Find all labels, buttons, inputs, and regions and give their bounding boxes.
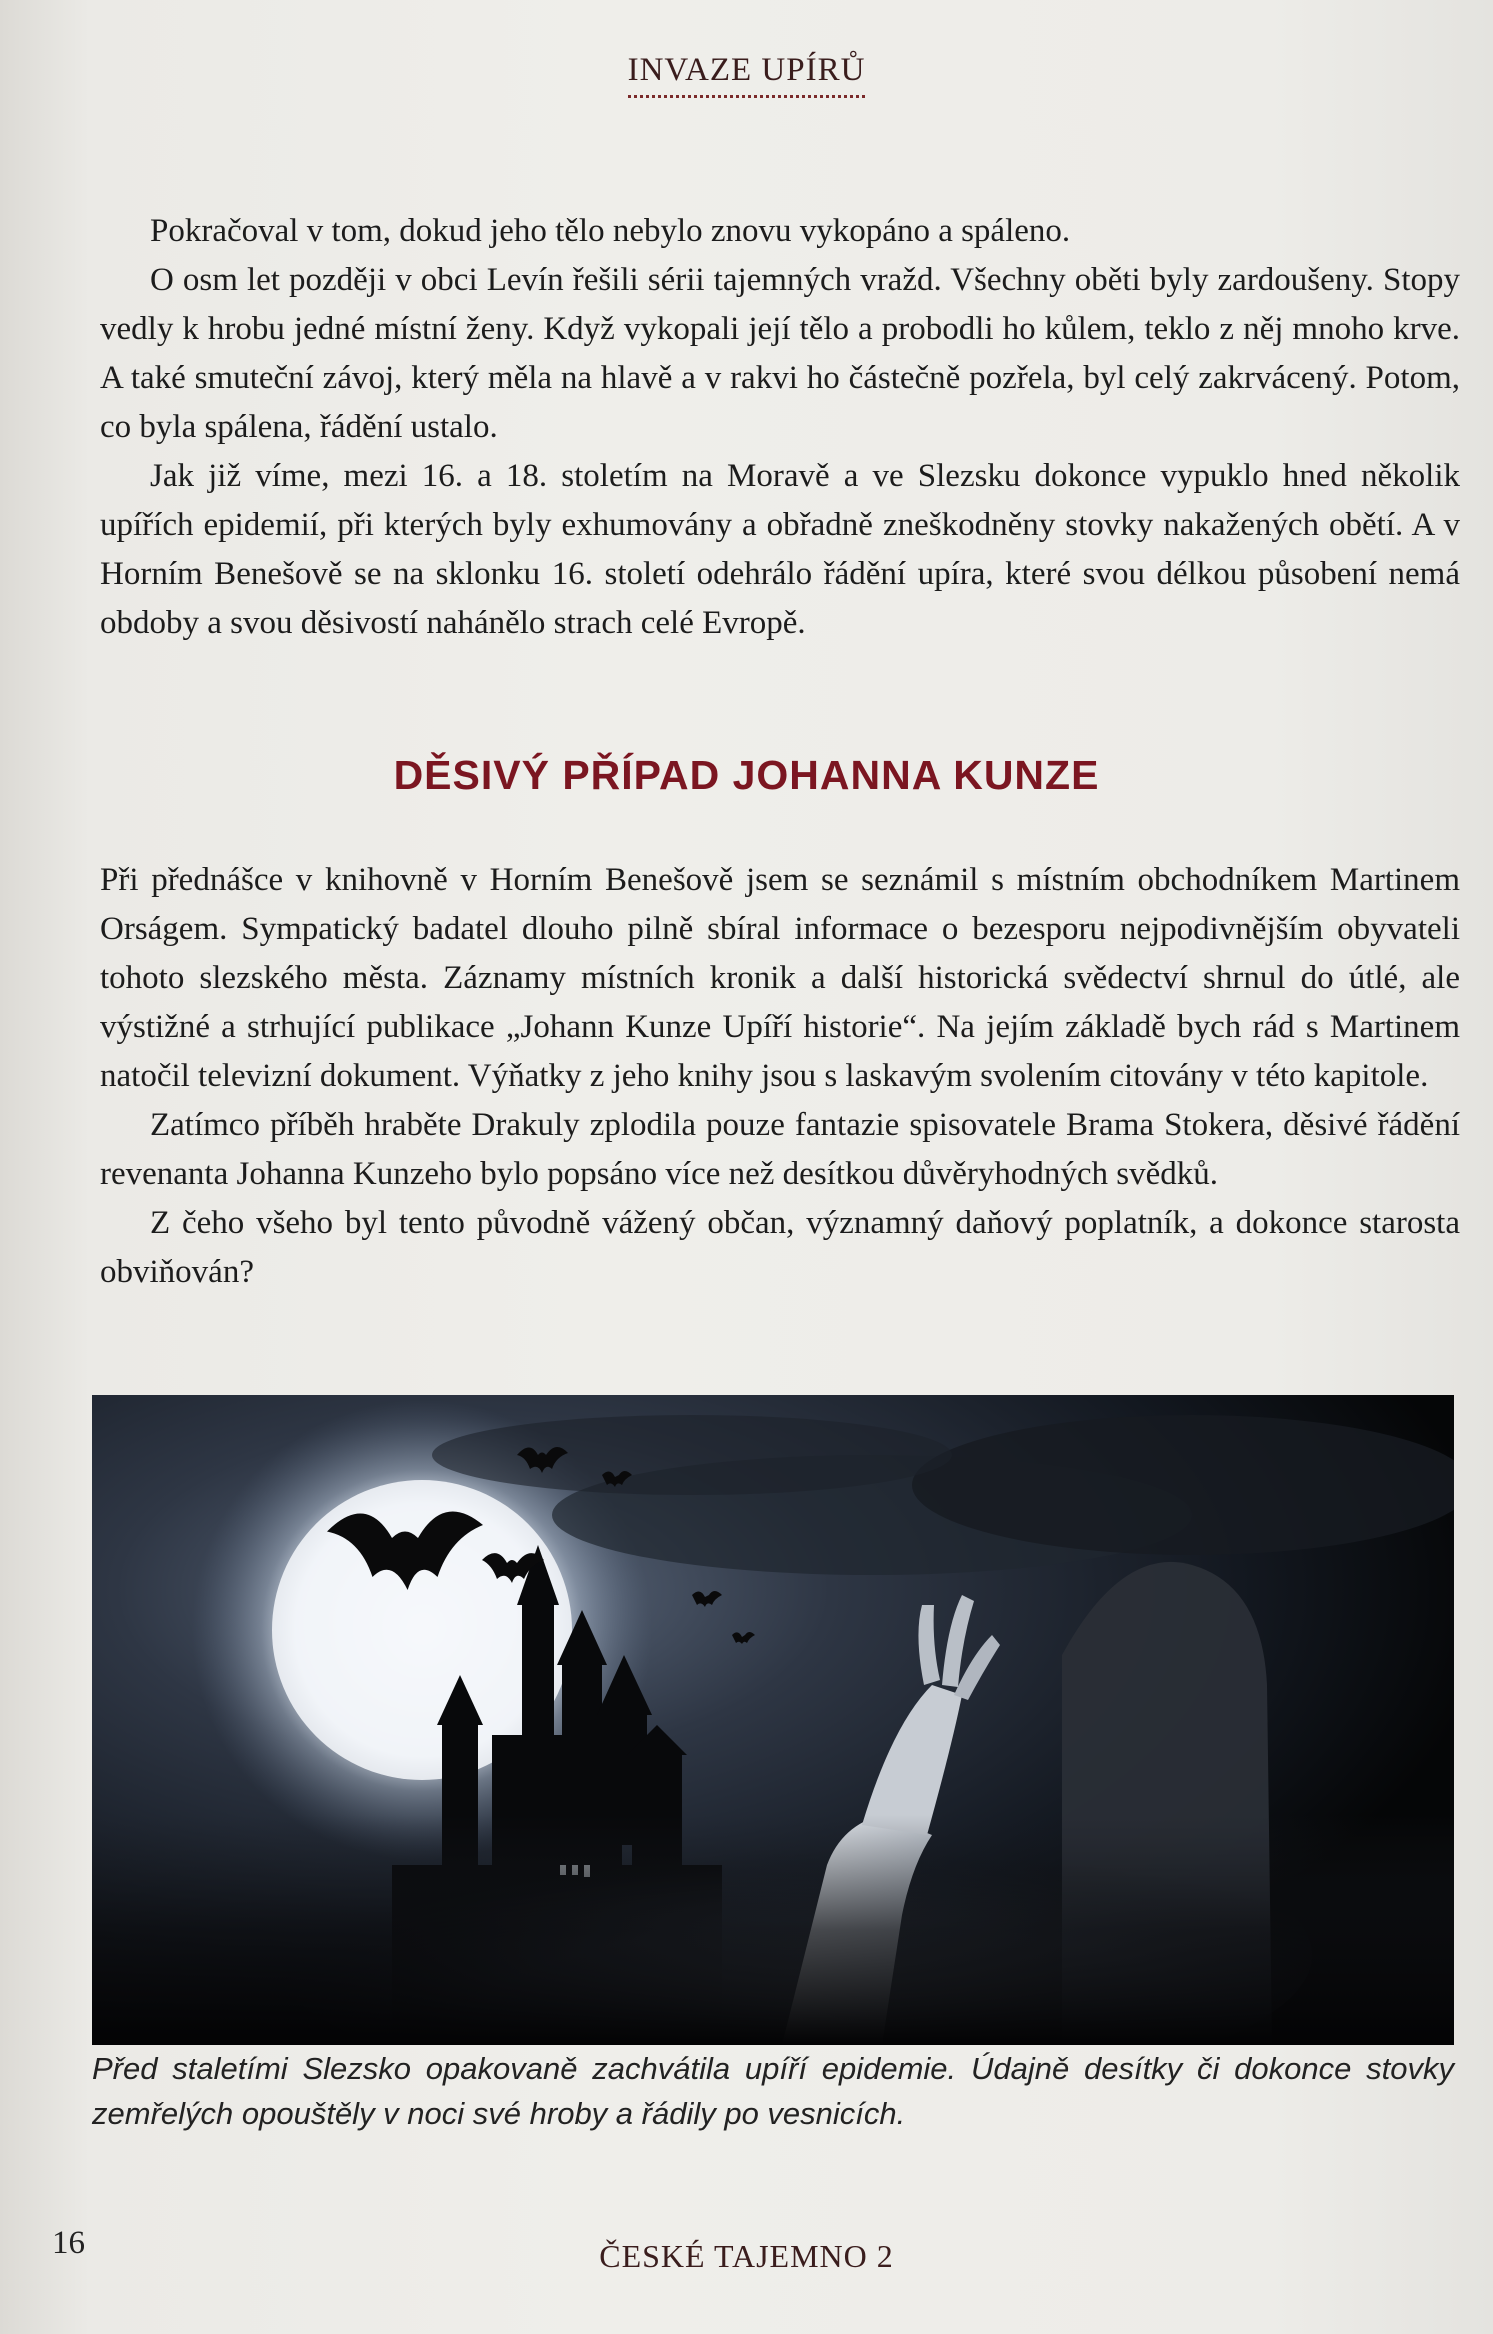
intro-text-block — [100, 207, 1460, 648]
paragraph: Zatímco příběh hraběte Drakuly zplodila pouze fantazie spisovatele Brama Stokera, děsivé řádění revenanta Johanna Kunzeho bylo popsáno více než desítkou důvěryhodných svědků. — [100, 1107, 1460, 1192]
running-header-title: INVAZE UPÍRŮ — [628, 52, 866, 98]
section-text-block — [100, 856, 1460, 1297]
page-number: 16 — [52, 2225, 85, 2261]
paragraph: Jak již víme, mezi 16. a 18. stoletím na Moravě a ve Slezsku dokonce vypuklo hned několik upířích epidemií, při kterých byly exhumovány a obřadně zneškodněny stovky nakažených obětí. A v Horním Benešově se na sklonku 16. století odehrálo řádění upíra, které svou délkou působení nemá obdoby a svou děsivostí nahánělo strach celé Evropě. — [100, 458, 1460, 641]
running-footer: ČESKÉ TAJEMNO 2 — [599, 2238, 894, 2274]
running-header — [0, 52, 1493, 98]
section-heading: DĚSIVÝ PŘÍPAD JOHANNA KUNZE — [393, 752, 1100, 798]
paragraph: Z čeho všeho byl tento původně vážený občan, významný daňový poplatník, a dokonce starosta obviňován? — [100, 1205, 1460, 1290]
paragraph: O osm let později v obci Levín řešili sérii tajemných vražd. Všechny oběti byly zardoušeny. Stopy vedly k hrobu jedné místní ženy. Když vykopali její tělo a probodli ho kůlem, teklo z něj mnoho krve. A také smuteční závoj, který měla na hlavě a v rakvi ho částečně pozřela, byl celý zakrvácený. Potom, co byla spálena, řádění ustalo. — [100, 262, 1460, 445]
paragraph: Pokračoval v tom, dokud jeho tělo nebylo znovu vykopáno a spáleno. — [150, 213, 1071, 249]
paragraph: Při přednášce v knihovně v Horním Benešově jsem se seznámil s místním obchodníkem Martinem Orságem. Sympatický badatel dlouho pilně sbíral informace o bezesporu nejpodivnějším obyvateli tohoto slezského města. Záznamy místních kronik a další historická svědectví shrnul do útlé, ale výstižné a strhující publikace „Johann Kunze Upíří historie“. Na jejím základě bych rád s Martinem natočil televizní dokument. Výňatky z jeho knihy jsou s laskavým svolením citovány v této kapitole. — [100, 862, 1460, 1094]
illustration-svg — [92, 1395, 1454, 2045]
illustration-graveyard-moon — [92, 1395, 1454, 2045]
figure-caption: Před staletími Slezsko opakovaně zachvátila upíří epidemie. Údajně desítky či dokonce stovky zemřelých opouštěly v noci své hroby a řádily po vesnicích. — [92, 2051, 1454, 2131]
